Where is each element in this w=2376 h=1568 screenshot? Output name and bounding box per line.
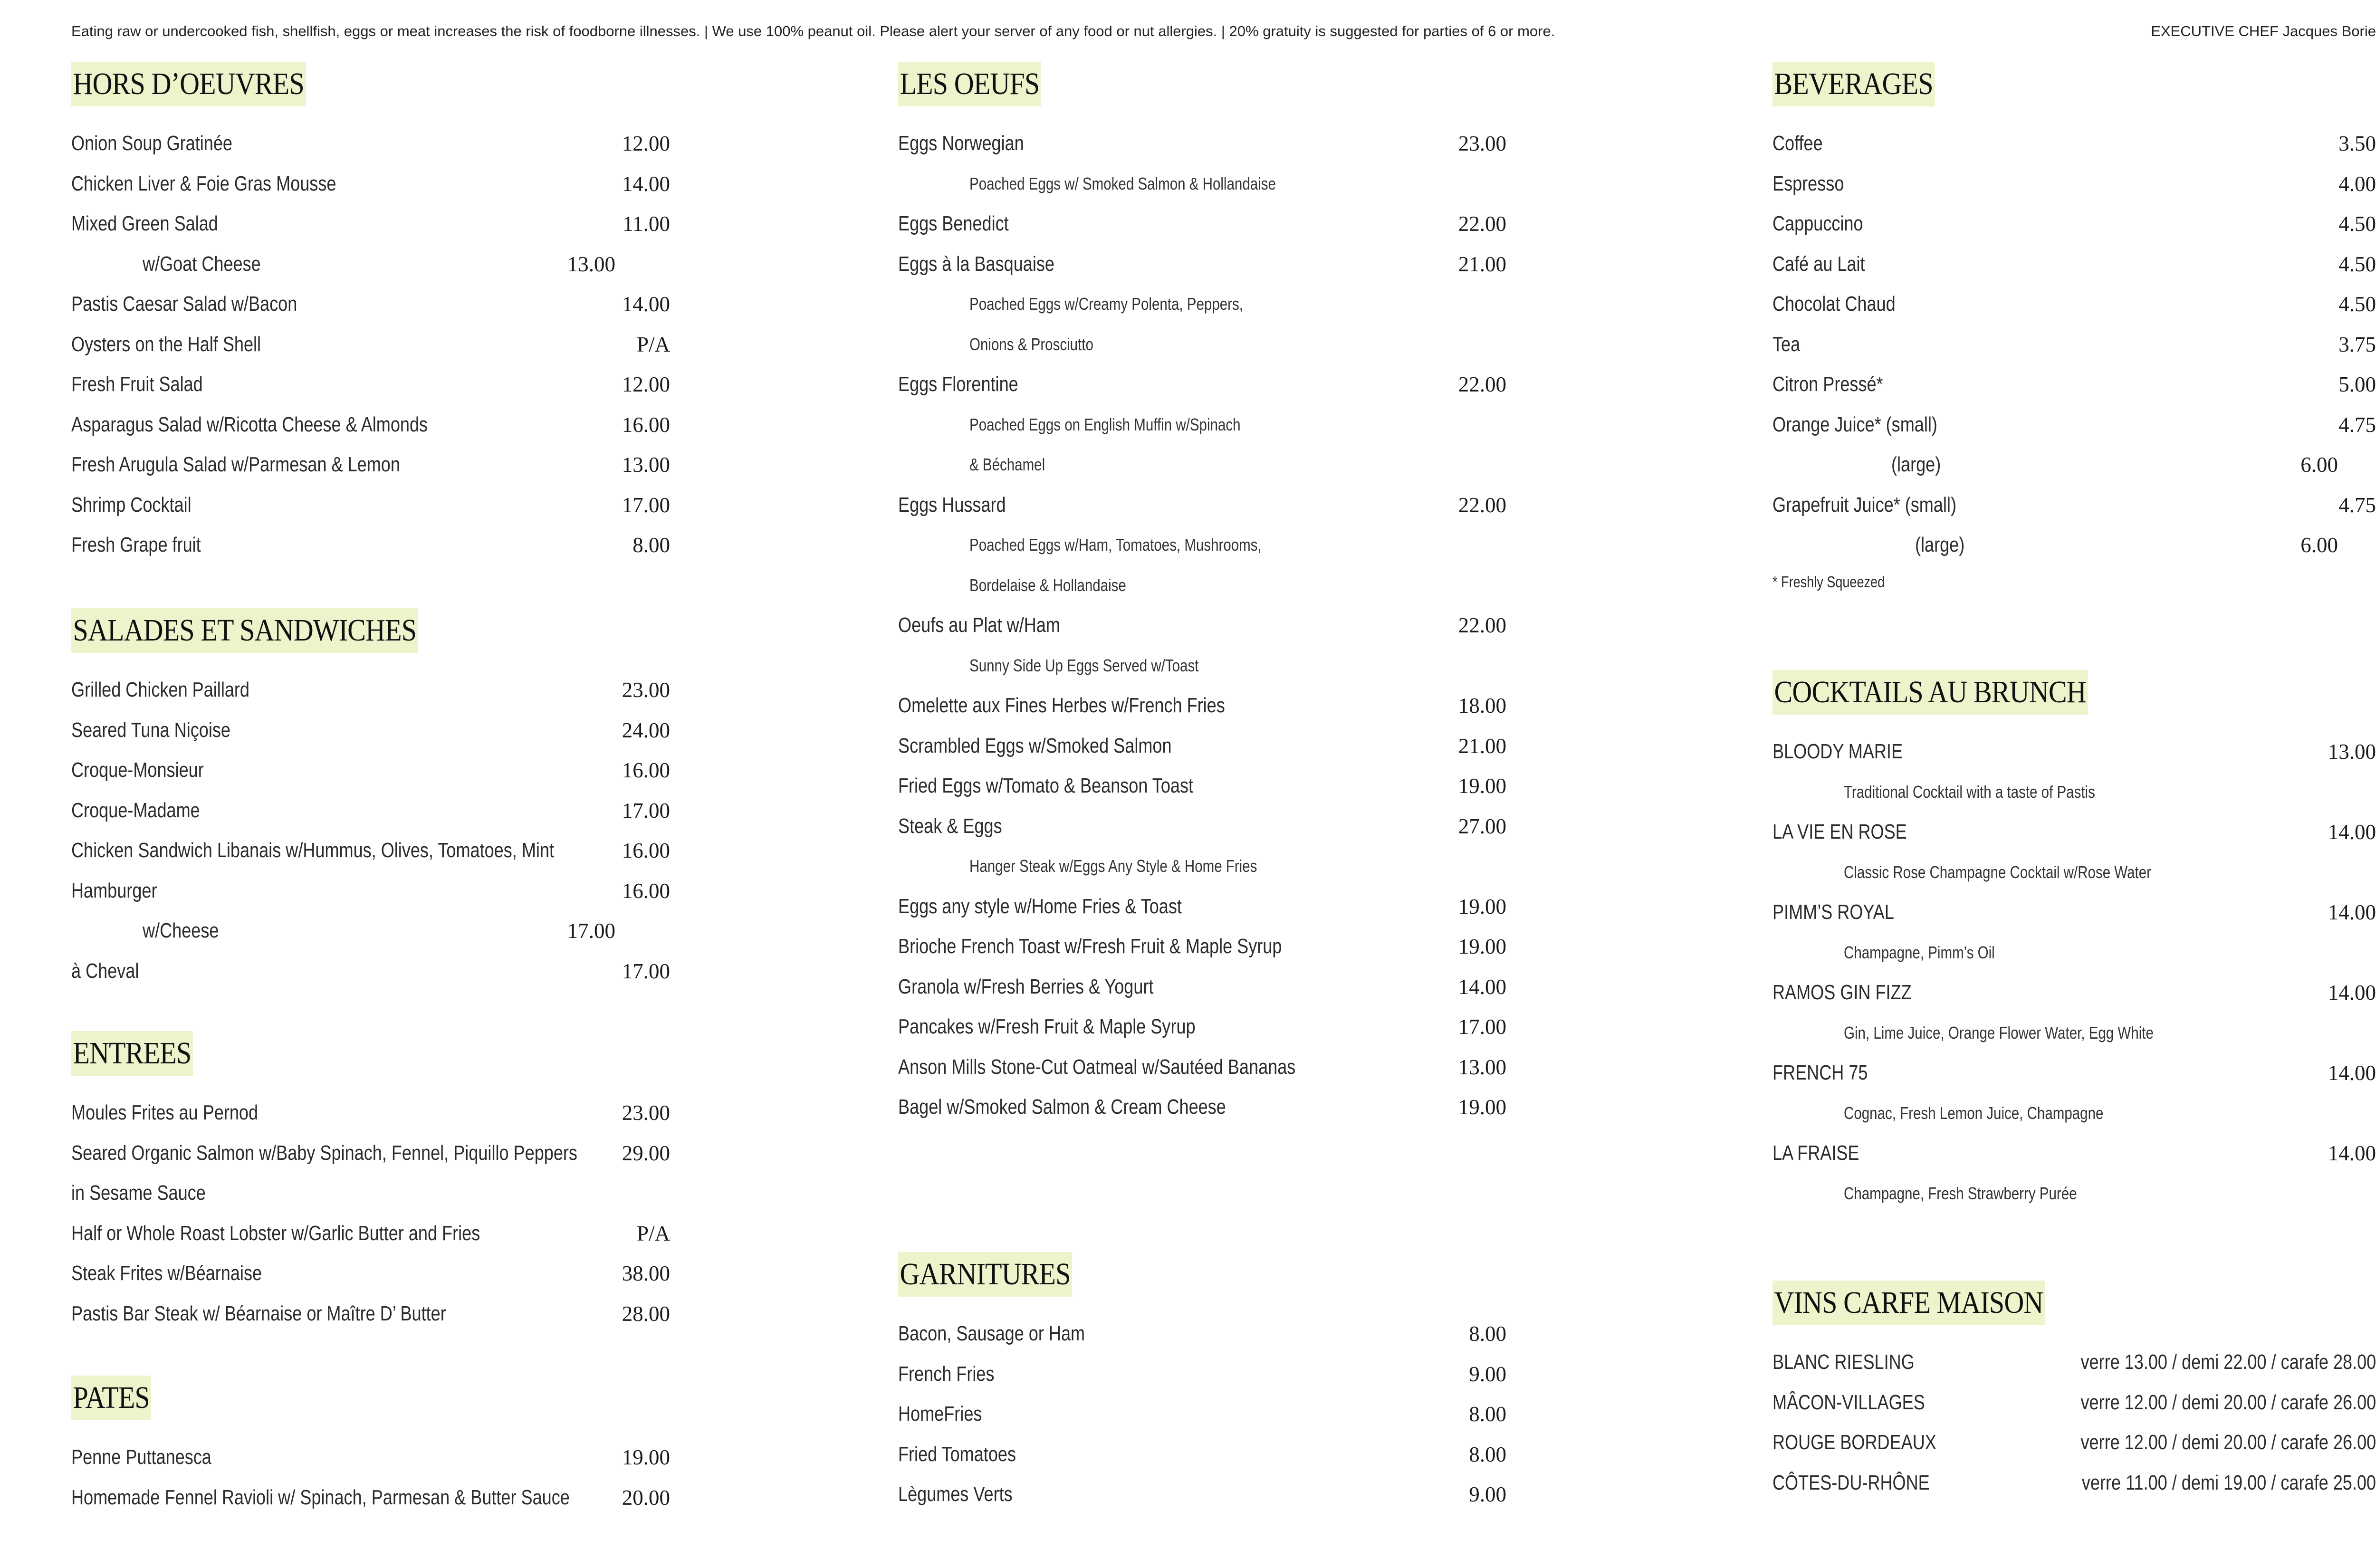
menu-item xyxy=(71,164,670,204)
menu-item xyxy=(898,204,1506,244)
item-price: P/A xyxy=(636,1221,670,1245)
item-name: Orange Juice* (small) xyxy=(1772,412,1937,436)
menu-item xyxy=(898,1354,1506,1395)
item-price: 4.50 xyxy=(2338,212,2376,236)
item-price: 13.00 xyxy=(1458,1055,1506,1079)
item-name: Tea xyxy=(1772,332,1801,356)
item-price: 19.00 xyxy=(1458,774,1506,798)
item-price: 21.00 xyxy=(1458,734,1506,758)
menu-item xyxy=(71,445,670,485)
menu-item-variant xyxy=(71,911,670,951)
menu-item xyxy=(1772,364,2376,405)
section-garnitures xyxy=(898,1252,1506,1515)
menu-item xyxy=(898,686,1506,726)
item-price: 6.00 xyxy=(2300,533,2338,557)
wine-item xyxy=(1772,1423,2376,1463)
menu-item xyxy=(1772,892,2376,933)
menu-item xyxy=(1772,1133,2376,1174)
section-title: PATES xyxy=(71,1376,151,1420)
description-text: Gin, Lime Juice, Orange Flower Water, Egg White xyxy=(1844,1023,2154,1042)
menu-item xyxy=(898,1474,1506,1515)
item-price: 4.00 xyxy=(2338,172,2376,196)
item-name: in Sesame Sauce xyxy=(71,1181,206,1205)
item-name: Penne Puttanesca xyxy=(71,1445,211,1469)
menu-item xyxy=(898,1007,1506,1047)
menu-item xyxy=(898,124,1506,164)
wine-item xyxy=(1772,1463,2376,1503)
item-name: Seared Tuna Niçoise xyxy=(71,718,230,742)
item-price: 19.00 xyxy=(1458,894,1506,918)
item-name: FRENCH 75 xyxy=(1772,1061,1868,1084)
item-name: Onion Soup Gratinée xyxy=(71,132,232,155)
item-price: 27.00 xyxy=(1458,814,1506,838)
description-text: Bordelaise & Hollandaise xyxy=(969,575,1126,595)
item-price: 14.00 xyxy=(2328,1141,2376,1165)
menu-item xyxy=(1772,732,2376,772)
menu-item xyxy=(71,871,670,911)
menu-item xyxy=(898,1047,1506,1088)
item-price: 8.00 xyxy=(632,533,670,557)
item-name: Pancakes w/Fresh Fruit & Maple Syrup xyxy=(898,1015,1196,1038)
section-hors-doeuvres xyxy=(71,62,670,565)
item-name: Anson Mills Stone-Cut Oatmeal w/Sautéed Bananas xyxy=(898,1055,1296,1079)
menu-item xyxy=(898,1314,1506,1354)
menu-item xyxy=(898,726,1506,766)
menu-item xyxy=(71,364,670,405)
item-name: French Fries xyxy=(898,1362,995,1386)
section-title: HORS D’OEUVRES xyxy=(71,62,306,106)
item-name: Croque-Monsieur xyxy=(71,758,204,782)
item-name: Eggs Florentine xyxy=(898,373,1018,396)
menu-item xyxy=(1772,284,2376,325)
menu-item xyxy=(898,967,1506,1007)
item-name: Café au Lait xyxy=(1772,252,1865,276)
item-price: P/A xyxy=(636,332,670,356)
menu-item xyxy=(71,831,670,871)
menu-item xyxy=(1772,124,2376,164)
item-name: Chocolat Chaud xyxy=(1772,292,1896,316)
section-title: SALADES ET SANDWICHES xyxy=(71,608,418,653)
section-salades-sandwiches xyxy=(71,608,670,991)
item-name: Fresh Arugula Salad w/Parmesan & Lemon xyxy=(71,453,400,476)
item-price: 29.00 xyxy=(622,1141,670,1165)
item-price: 17.00 xyxy=(567,919,615,943)
wine-item xyxy=(1772,1383,2376,1423)
item-name: PIMM’S ROYAL xyxy=(1772,900,1894,924)
item-price: 14.00 xyxy=(2328,1061,2376,1085)
item-price: 5.00 xyxy=(2338,373,2376,396)
menu-item xyxy=(1772,244,2376,285)
menu-item xyxy=(1772,485,2376,526)
item-price: 17.00 xyxy=(1458,1015,1506,1039)
item-price: 16.00 xyxy=(622,839,670,862)
menu-item xyxy=(71,1133,670,1174)
item-price: 14.00 xyxy=(1458,975,1506,999)
description-text: Traditional Cocktail with a taste of Pastis xyxy=(1844,782,2095,802)
item-price: 18.00 xyxy=(1458,694,1506,717)
item-price: 16.00 xyxy=(622,412,670,437)
item-price: 14.00 xyxy=(622,292,670,316)
item-name: Chicken Sandwich Libanais w/Hummus, Olives, Tomatoes, Mint xyxy=(71,839,555,862)
item-name: (large) xyxy=(1891,453,1941,476)
item-name: Asparagus Salad w/Ricotta Cheese & Almonds xyxy=(71,412,428,436)
menu-item xyxy=(1772,812,2376,852)
item-price: 24.00 xyxy=(622,718,670,742)
item-name: Steak Frites w/Béarnaise xyxy=(71,1262,262,1285)
wine-prices: verre 11.00 / demi 19.00 / carafe 25.00 xyxy=(2081,1471,2376,1494)
item-description xyxy=(1772,1093,2376,1134)
item-price: 17.00 xyxy=(622,798,670,822)
wine-prices: verre 12.00 / demi 20.00 / carafe 26.00 xyxy=(2080,1390,2376,1414)
menu-item-continuation xyxy=(71,1173,670,1214)
description-text: Onions & Prosciutto xyxy=(969,334,1093,354)
item-description xyxy=(898,525,1506,565)
description-text: Poached Eggs on English Muffin w/Spinach xyxy=(969,414,1241,434)
item-name: Fresh Fruit Salad xyxy=(71,373,203,396)
item-description xyxy=(898,565,1506,606)
menu-item xyxy=(1772,325,2376,365)
item-name: Steak & Eggs xyxy=(898,814,1002,838)
chef-label: EXECUTIVE CHEF xyxy=(2151,23,2279,39)
item-price: 23.00 xyxy=(622,678,670,702)
menu-item xyxy=(71,405,670,445)
item-name: Fresh Grape fruit xyxy=(71,533,201,556)
item-price: 38.00 xyxy=(622,1262,670,1285)
section-cocktails xyxy=(1772,670,2376,1214)
item-name: Chicken Liver & Foie Gras Mousse xyxy=(71,172,336,195)
menu-item xyxy=(898,485,1506,526)
item-price: 11.00 xyxy=(623,212,670,236)
item-name: Granola w/Fresh Berries & Yogurt xyxy=(898,975,1154,998)
menu-item xyxy=(1772,204,2376,244)
wine-item xyxy=(1772,1342,2376,1383)
menu-item xyxy=(71,951,670,992)
item-description xyxy=(1772,933,2376,973)
item-name: Moules Frites au Pernod xyxy=(71,1101,259,1124)
menu-item xyxy=(898,605,1506,646)
item-price: 3.50 xyxy=(2338,132,2376,155)
section-title: GARNITURES xyxy=(898,1252,1072,1297)
item-description xyxy=(898,405,1506,445)
item-name: Lègumes Verts xyxy=(898,1482,1013,1506)
item-price: 14.00 xyxy=(622,172,670,196)
menu-item xyxy=(898,887,1506,927)
menu-item xyxy=(71,670,670,710)
item-name: à Cheval xyxy=(71,959,139,983)
description-text: Classic Rose Champagne Cocktail w/Rose Water xyxy=(1844,862,2151,882)
menu-item xyxy=(898,766,1506,806)
item-price: 14.00 xyxy=(2328,981,2376,1004)
description-text: Poached Eggs w/Ham, Tomatoes, Mushrooms, xyxy=(969,535,1262,555)
item-price: 19.00 xyxy=(1458,1095,1506,1119)
item-name: Fried Eggs w/Tomato & Beanson Toast xyxy=(898,774,1194,797)
item-name: Citron Pressé* xyxy=(1772,373,1883,396)
item-price: 16.00 xyxy=(622,758,670,782)
description-text: Hanger Steak w/Eggs Any Style & Home Fries xyxy=(969,856,1257,876)
item-price: 4.75 xyxy=(2338,493,2376,517)
section-title: BEVERAGES xyxy=(1772,62,1935,106)
menu-item xyxy=(1772,1053,2376,1093)
item-price: 13.00 xyxy=(567,252,615,276)
item-description xyxy=(898,284,1506,325)
item-name: HomeFries xyxy=(898,1402,982,1425)
description-text: & Béchamel xyxy=(969,455,1045,474)
item-name: w/Cheese xyxy=(143,919,219,942)
item-name: Grapefruit Juice* (small) xyxy=(1772,493,1956,516)
item-price: 21.00 xyxy=(1458,252,1506,276)
item-price: 4.75 xyxy=(2338,412,2376,437)
menu-item xyxy=(71,204,670,244)
menu-item xyxy=(898,364,1506,405)
item-description xyxy=(1772,1174,2376,1214)
menu-item xyxy=(898,1434,1506,1475)
menu-item xyxy=(71,1437,670,1478)
menu-item xyxy=(71,325,670,365)
menu-item xyxy=(1772,973,2376,1013)
item-price: 17.00 xyxy=(622,493,670,517)
item-description xyxy=(898,325,1506,365)
item-price: 19.00 xyxy=(1458,935,1506,958)
item-name: Grilled Chicken Paillard xyxy=(71,678,249,701)
footnote-text: * Freshly Squeezed xyxy=(1772,573,1885,591)
item-name: Bagel w/Smoked Salmon & Cream Cheese xyxy=(898,1095,1226,1119)
item-description xyxy=(898,846,1506,887)
wine-name: CÔTES-DU-RHÔNE xyxy=(1772,1471,1930,1494)
item-name: Croque-Madame xyxy=(71,798,200,822)
menu-item xyxy=(898,1087,1506,1128)
item-description xyxy=(898,445,1506,485)
item-name: Shrimp Cocktail xyxy=(71,493,192,516)
item-name: Eggs Hussard xyxy=(898,493,1006,516)
menu-item xyxy=(71,1093,670,1133)
item-name: Bacon, Sausage or Ham xyxy=(898,1322,1085,1345)
description-text: Poached Eggs w/ Smoked Salmon & Hollandaise xyxy=(969,173,1276,193)
item-price: 9.00 xyxy=(1469,1482,1506,1506)
item-price: 8.00 xyxy=(1469,1442,1506,1466)
item-name: Seared Organic Salmon w/Baby Spinach, Fennel, Piquillo Peppers xyxy=(71,1141,577,1165)
item-price: 14.00 xyxy=(2328,900,2376,924)
menu-item xyxy=(1772,405,2376,445)
item-name: Omelette aux Fines Herbes w/French Fries xyxy=(898,694,1225,717)
menu-item xyxy=(898,927,1506,967)
description-text: Sunny Side Up Eggs Served w/Toast xyxy=(969,655,1199,675)
menu-item xyxy=(71,750,670,791)
item-price: 13.00 xyxy=(2328,740,2376,764)
item-price: 8.00 xyxy=(1469,1322,1506,1346)
description-text: Cognac, Fresh Lemon Juice, Champagne xyxy=(1844,1103,2104,1123)
item-price: 17.00 xyxy=(622,959,670,983)
allergy-notice: Eating raw or undercooked fish, shellfish, eggs or meat increases the risk of foodborne illnesses. | We use 100% peanut oil. Please alert your server of any food or nut allergies. | 20% gratuity is suggested for parties of 6 or more. xyxy=(71,23,1555,39)
item-name: Oysters on the Half Shell xyxy=(71,332,261,356)
section-title: ENTREES xyxy=(71,1031,193,1076)
item-name: w/Goat Cheese xyxy=(143,252,261,276)
item-description xyxy=(1772,852,2376,893)
item-price: 23.00 xyxy=(1458,132,1506,155)
item-name: Homemade Fennel Ravioli w/ Spinach, Parmesan & Butter Sauce xyxy=(71,1485,570,1509)
wine-prices: verre 12.00 / demi 20.00 / carafe 26.00 xyxy=(2080,1431,2376,1454)
item-price: 13.00 xyxy=(622,453,670,477)
item-price: 4.50 xyxy=(2338,292,2376,316)
item-description xyxy=(898,646,1506,686)
menu-item-variant xyxy=(71,244,670,285)
menu-item xyxy=(898,1394,1506,1434)
item-name: Cappuccino xyxy=(1772,212,1863,235)
menu-item xyxy=(71,791,670,831)
item-price: 28.00 xyxy=(622,1301,670,1326)
item-name: Fried Tomatoes xyxy=(898,1442,1016,1466)
section-beverages xyxy=(1772,62,2376,599)
item-price: 22.00 xyxy=(1458,373,1506,396)
description-text: Poached Eggs w/Creamy Polenta, Peppers, xyxy=(969,294,1243,314)
footnote xyxy=(1772,565,2376,599)
menu-item xyxy=(71,124,670,164)
item-price: 12.00 xyxy=(622,373,670,396)
wine-name: BLANC RIESLING xyxy=(1772,1350,1915,1374)
description-text: Champagne, Fresh Strawberry Purée xyxy=(1844,1183,2077,1203)
item-name: Brioche French Toast w/Fresh Fruit & Maple Syrup xyxy=(898,935,1282,958)
section-title: LES OEUFS xyxy=(898,62,1041,106)
item-name: Pastis Caesar Salad w/Bacon xyxy=(71,292,297,316)
item-name: Hamburger xyxy=(71,879,157,902)
menu-item xyxy=(71,485,670,526)
item-name: Coffee xyxy=(1772,132,1823,155)
item-price: 22.00 xyxy=(1458,613,1506,637)
section-title: COCKTAILS AU BRUNCH xyxy=(1772,670,2088,715)
item-name: Eggs Norwegian xyxy=(898,132,1024,155)
wine-prices: verre 13.00 / demi 22.00 / carafe 28.00 xyxy=(2080,1350,2376,1374)
executive-chef xyxy=(2151,23,2376,40)
item-name: Half or Whole Roast Lobster w/Garlic Butter and Fries xyxy=(71,1221,480,1245)
item-name: LA VIE EN ROSE xyxy=(1772,820,1907,843)
item-name: BLOODY MARIE xyxy=(1772,740,1903,763)
section-les-oeufs xyxy=(898,62,1506,1128)
item-name: Pastis Bar Steak w/ Béarnaise or Maître D’ Butter xyxy=(71,1301,446,1325)
item-description xyxy=(1772,1013,2376,1053)
item-price: 22.00 xyxy=(1458,212,1506,236)
item-description xyxy=(1772,772,2376,813)
menu-item xyxy=(898,244,1506,285)
wine-name: MÂCON-VILLAGES xyxy=(1772,1390,1925,1414)
item-price: 12.00 xyxy=(622,132,670,155)
item-price: 3.75 xyxy=(2338,332,2376,356)
item-price: 22.00 xyxy=(1458,493,1506,517)
item-description xyxy=(898,164,1506,204)
chef-name: Jacques Borie xyxy=(2282,23,2376,39)
menu-item xyxy=(71,1214,670,1254)
item-price: 8.00 xyxy=(1469,1402,1506,1426)
item-name: Mixed Green Salad xyxy=(71,212,218,235)
item-price: 6.00 xyxy=(2300,453,2338,477)
menu-item xyxy=(898,806,1506,847)
menu-item-variant xyxy=(1772,525,2376,565)
section-pates xyxy=(71,1376,670,1518)
menu-item xyxy=(71,1478,670,1518)
item-name: Eggs à la Basquaise xyxy=(898,252,1054,276)
menu-item xyxy=(71,1294,670,1334)
item-price: 16.00 xyxy=(622,879,670,903)
menu-item xyxy=(71,710,670,751)
item-price: 9.00 xyxy=(1469,1362,1506,1386)
menu-item-variant xyxy=(1772,445,2376,485)
item-name: LA FRAISE xyxy=(1772,1141,1859,1165)
item-price: 23.00 xyxy=(622,1101,670,1125)
item-price: 14.00 xyxy=(2328,820,2376,844)
item-name: (large) xyxy=(1915,533,1965,556)
item-name: Eggs Benedict xyxy=(898,212,1009,235)
menu-item xyxy=(71,525,670,565)
section-title: VINS CARFE MAISON xyxy=(1772,1281,2045,1325)
menu-item xyxy=(1772,164,2376,204)
menu-item xyxy=(71,1253,670,1294)
menu-item xyxy=(71,284,670,325)
item-name: Scrambled Eggs w/Smoked Salmon xyxy=(898,734,1172,757)
item-price: 20.00 xyxy=(622,1485,670,1510)
section-entrees xyxy=(71,1031,670,1334)
section-vins xyxy=(1772,1281,2376,1503)
top-bar xyxy=(71,23,2376,47)
item-price: 19.00 xyxy=(622,1445,670,1469)
item-name: Espresso xyxy=(1772,172,1844,195)
item-name: Oeufs au Plat w/Ham xyxy=(898,613,1060,637)
item-name: RAMOS GIN FIZZ xyxy=(1772,981,1912,1004)
wine-name: ROUGE BORDEAUX xyxy=(1772,1431,1936,1454)
description-text: Champagne, Pimm’s Oil xyxy=(1844,942,1995,962)
item-name: Eggs any style w/Home Fries & Toast xyxy=(898,894,1182,918)
item-price: 4.50 xyxy=(2338,252,2376,276)
